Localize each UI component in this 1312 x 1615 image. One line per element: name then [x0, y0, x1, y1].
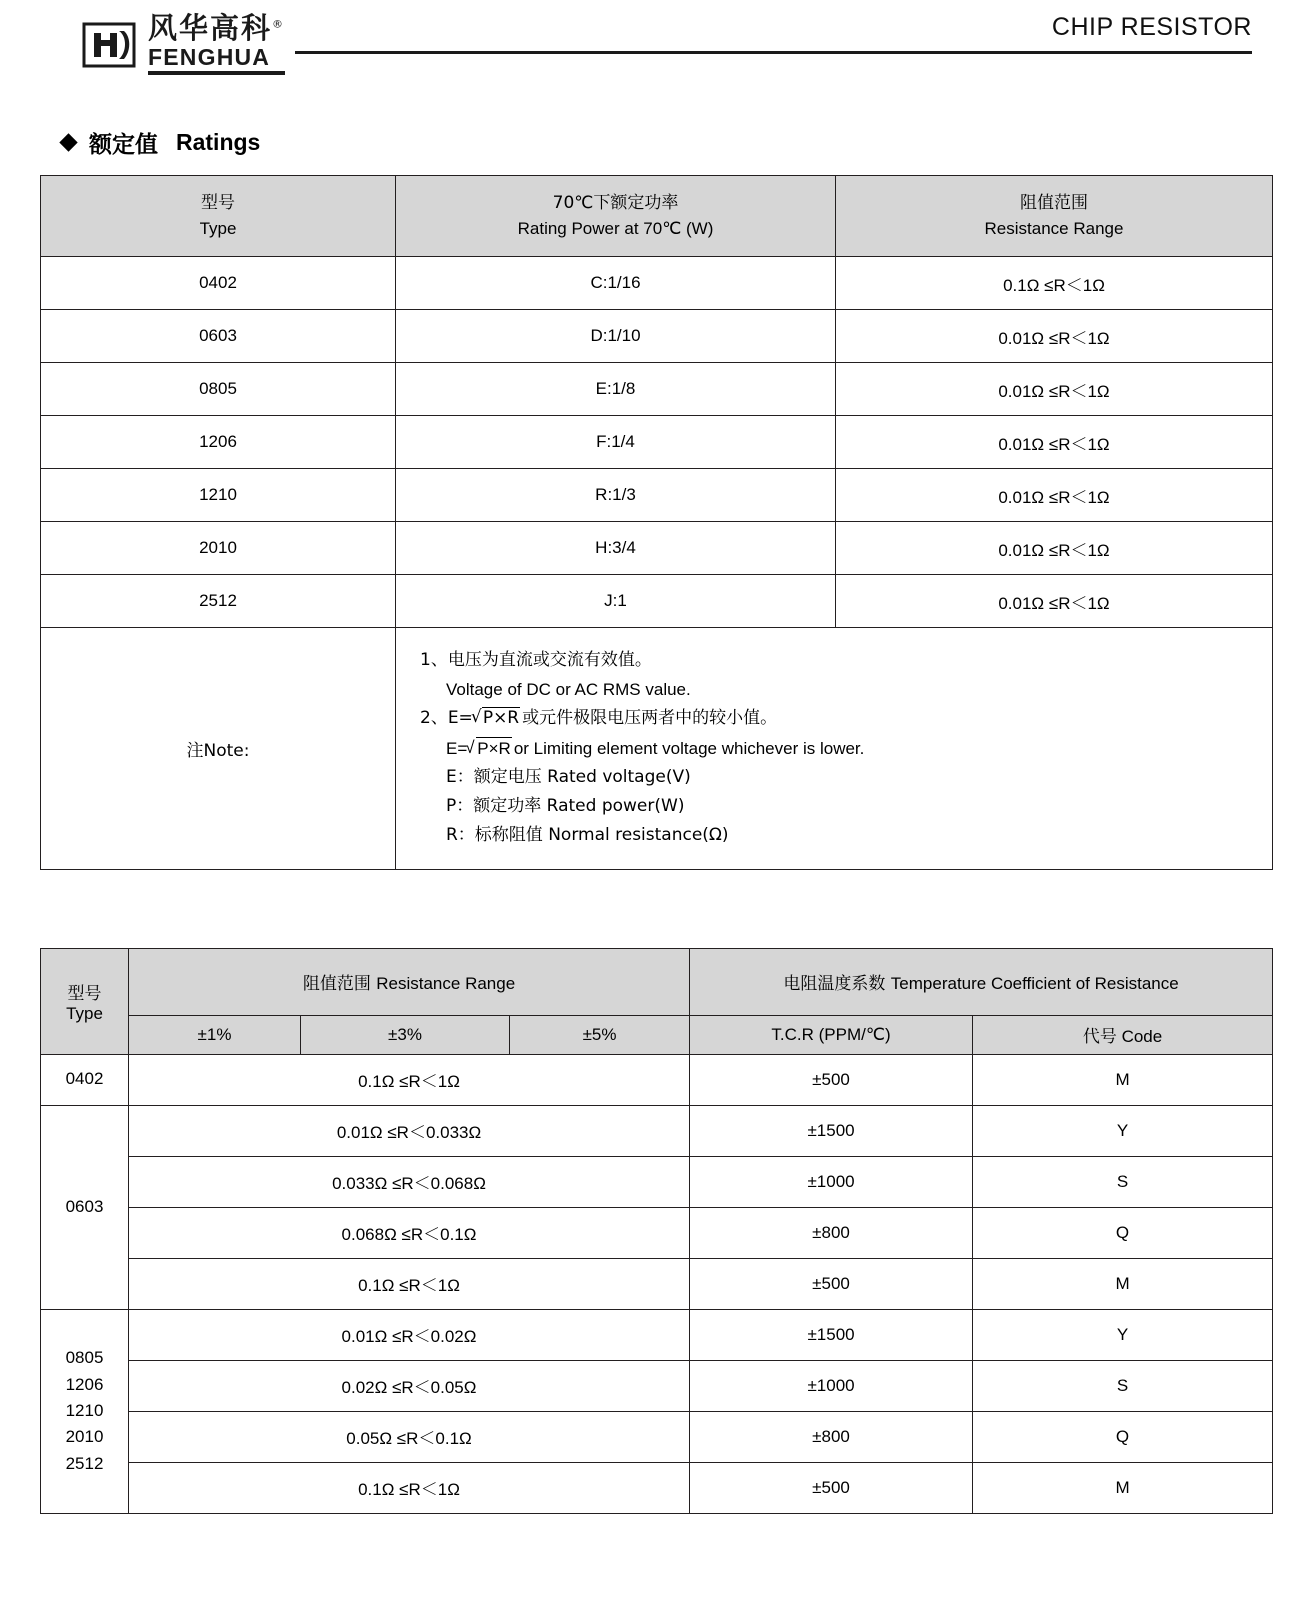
table-header-row	[41, 176, 1273, 257]
cell-type: 1210	[41, 469, 396, 522]
note-line-6: P：额定功率 Rated power(W)	[446, 796, 685, 817]
note-line-1: 1、电压为直流或交流有效值。	[420, 650, 652, 670]
logo-chinese-name: 风华高科®	[148, 11, 286, 45]
table-row	[41, 575, 1273, 628]
tcr-subheader-row	[41, 1015, 1273, 1054]
cell-tcr: ±800	[690, 1411, 973, 1462]
header-cell-code	[973, 1015, 1273, 1054]
note-content	[396, 628, 1273, 870]
table-row	[41, 1462, 1273, 1513]
cell-type: 2010	[41, 522, 396, 575]
table-row	[41, 522, 1273, 575]
cell-tcr: ±1500	[690, 1309, 973, 1360]
cell-code: S	[973, 1360, 1273, 1411]
cell-range: 0.05Ω ≤R＜0.1Ω	[129, 1411, 690, 1462]
header-en: Temperature Coefficient of Resistance	[890, 974, 1179, 994]
tcr-header-row	[41, 948, 1273, 1015]
table-row	[41, 1411, 1273, 1462]
cell-range: 0.01Ω ≤R＜1Ω	[836, 363, 1273, 416]
table-row	[41, 1360, 1273, 1411]
header-cell-tol-3pct: ±3%	[301, 1015, 510, 1054]
cell-range: 0.033Ω ≤R＜0.068Ω	[129, 1156, 690, 1207]
header-en: Code	[1121, 1027, 1163, 1047]
cell-power: C:1/16	[396, 257, 836, 310]
cell-range: 0.01Ω ≤R＜1Ω	[836, 575, 1273, 628]
cell-power: H:3/4	[396, 522, 836, 575]
header-en: Resistance Range	[376, 974, 516, 994]
header-cell-power	[396, 176, 836, 257]
table-row	[41, 416, 1273, 469]
cell-range: 0.01Ω ≤R＜1Ω	[836, 416, 1273, 469]
cell-code: M	[973, 1462, 1273, 1513]
section-heading	[62, 126, 1272, 159]
page-header	[40, 0, 1272, 86]
note-line-7: R：标称阻值 Normal resistance(Ω)	[446, 825, 729, 846]
table-row	[41, 1207, 1273, 1258]
table-row	[41, 1156, 1273, 1207]
cell-range: 0.068Ω ≤R＜0.1Ω	[129, 1207, 690, 1258]
fenghua-logo-icon	[80, 22, 138, 68]
header-en: Type	[66, 1003, 103, 1023]
header-cell-type	[41, 948, 129, 1054]
header-en: Rating Power at 70℃ (W)	[517, 219, 714, 238]
type-line: 2512	[65, 1453, 104, 1473]
cell-tcr: ±500	[690, 1258, 973, 1309]
note-line-3: 2、E= √ P×R 或元件极限电压两者中的较小值。	[420, 704, 1272, 733]
cell-range: 0.02Ω ≤R＜0.05Ω	[129, 1360, 690, 1411]
table-row	[41, 310, 1273, 363]
cell-type: 0603	[41, 310, 396, 363]
header-en: Type	[199, 219, 237, 238]
header-cell-range	[836, 176, 1273, 257]
header-title-area	[295, 14, 1272, 54]
header-cn: 70℃下额定功率	[552, 192, 679, 213]
registered-mark: ®	[272, 17, 286, 31]
table-row	[41, 469, 1273, 522]
type-line: 2010	[65, 1427, 104, 1447]
header-divider	[295, 51, 1252, 54]
cell-power: D:1/10	[396, 310, 836, 363]
cell-power: E:1/8	[396, 363, 836, 416]
cell-type: 0402	[41, 257, 396, 310]
table-row	[41, 1258, 1273, 1309]
header-en: Resistance Range	[984, 219, 1124, 238]
cell-code: M	[973, 1054, 1273, 1105]
cell-code: Q	[973, 1411, 1273, 1462]
cell-power: R:1/3	[396, 469, 836, 522]
section-title-cn: 额定值	[89, 132, 158, 158]
tcr-table	[40, 948, 1273, 1514]
cell-code: Y	[973, 1105, 1273, 1156]
table-row	[41, 363, 1273, 416]
cell-type: 0805	[41, 363, 396, 416]
page-title: CHIP RESISTOR	[1051, 13, 1252, 41]
cell-code: Q	[973, 1207, 1273, 1258]
logo-english-name: FENGHUA	[148, 46, 285, 75]
cell-range: 0.1Ω ≤R＜1Ω	[836, 257, 1273, 310]
header-cn: 型号	[67, 983, 102, 1004]
cell-tcr: ±1000	[690, 1156, 973, 1207]
type-line: 1210	[65, 1400, 104, 1420]
header-cn: 型号	[201, 192, 235, 213]
header-cell-tcr	[690, 948, 1273, 1015]
header-cn: 电阻温度系数	[783, 974, 886, 995]
cell-code: Y	[973, 1309, 1273, 1360]
cell-type	[41, 1309, 129, 1513]
cell-tcr: ±800	[690, 1207, 973, 1258]
cell-range: 0.1Ω ≤R＜1Ω	[129, 1462, 690, 1513]
cell-range: 0.01Ω ≤R＜1Ω	[836, 469, 1273, 522]
table-row	[41, 1054, 1273, 1105]
cell-power: J:1	[396, 575, 836, 628]
note-line-2: Voltage of DC or AC RMS value.	[446, 680, 691, 700]
table-row	[41, 1309, 1273, 1360]
header-cell-tcr-unit: T.C.R (PPM/℃)	[690, 1015, 973, 1054]
cell-type: 0603	[41, 1105, 129, 1309]
ratings-table	[40, 175, 1273, 870]
cell-code: M	[973, 1258, 1273, 1309]
company-logo	[40, 11, 286, 75]
cell-type: 2512	[41, 575, 396, 628]
note-label: 注Note:	[41, 628, 396, 870]
header-cell-tol-1pct: ±1%	[129, 1015, 301, 1054]
header-cell-resistance-range	[129, 948, 690, 1015]
cell-tcr: ±1500	[690, 1105, 973, 1156]
cell-range: 0.01Ω ≤R＜1Ω	[836, 310, 1273, 363]
cell-range: 0.1Ω ≤R＜1Ω	[129, 1054, 690, 1105]
cell-range: 0.01Ω ≤R＜0.02Ω	[129, 1309, 690, 1360]
section-title-en: Ratings	[176, 129, 261, 155]
note-line-4: E= √ P×R or Limiting element voltage whichever is lower.	[420, 734, 1272, 763]
logo-wordmark	[148, 11, 286, 75]
type-line: 1206	[65, 1374, 104, 1394]
header-cell-type	[41, 176, 396, 257]
table-row	[41, 1105, 1273, 1156]
note-row	[41, 628, 1273, 870]
cell-power: F:1/4	[396, 416, 836, 469]
cell-tcr: ±500	[690, 1462, 973, 1513]
cell-tcr: ±500	[690, 1054, 973, 1105]
cell-range: 0.01Ω ≤R＜0.033Ω	[129, 1105, 690, 1156]
cell-tcr: ±1000	[690, 1360, 973, 1411]
type-line: 0805	[65, 1348, 104, 1368]
header-cn: 阻值范围	[302, 974, 371, 995]
cell-type: 0402	[41, 1054, 129, 1105]
table-row	[41, 257, 1273, 310]
header-cn: 代号	[1082, 1027, 1117, 1047]
cell-code: S	[973, 1156, 1273, 1207]
header-rule-wrap	[295, 51, 1252, 54]
note-line-5: E：额定电压 Rated voltage(V)	[446, 766, 691, 787]
cell-range: 0.1Ω ≤R＜1Ω	[129, 1258, 690, 1309]
header-cn: 阻值范围	[1020, 192, 1088, 213]
diamond-bullet-icon	[59, 133, 77, 151]
cell-range: 0.01Ω ≤R＜1Ω	[836, 522, 1273, 575]
header-cell-tol-5pct: ±5%	[510, 1015, 690, 1054]
cell-type: 1206	[41, 416, 396, 469]
